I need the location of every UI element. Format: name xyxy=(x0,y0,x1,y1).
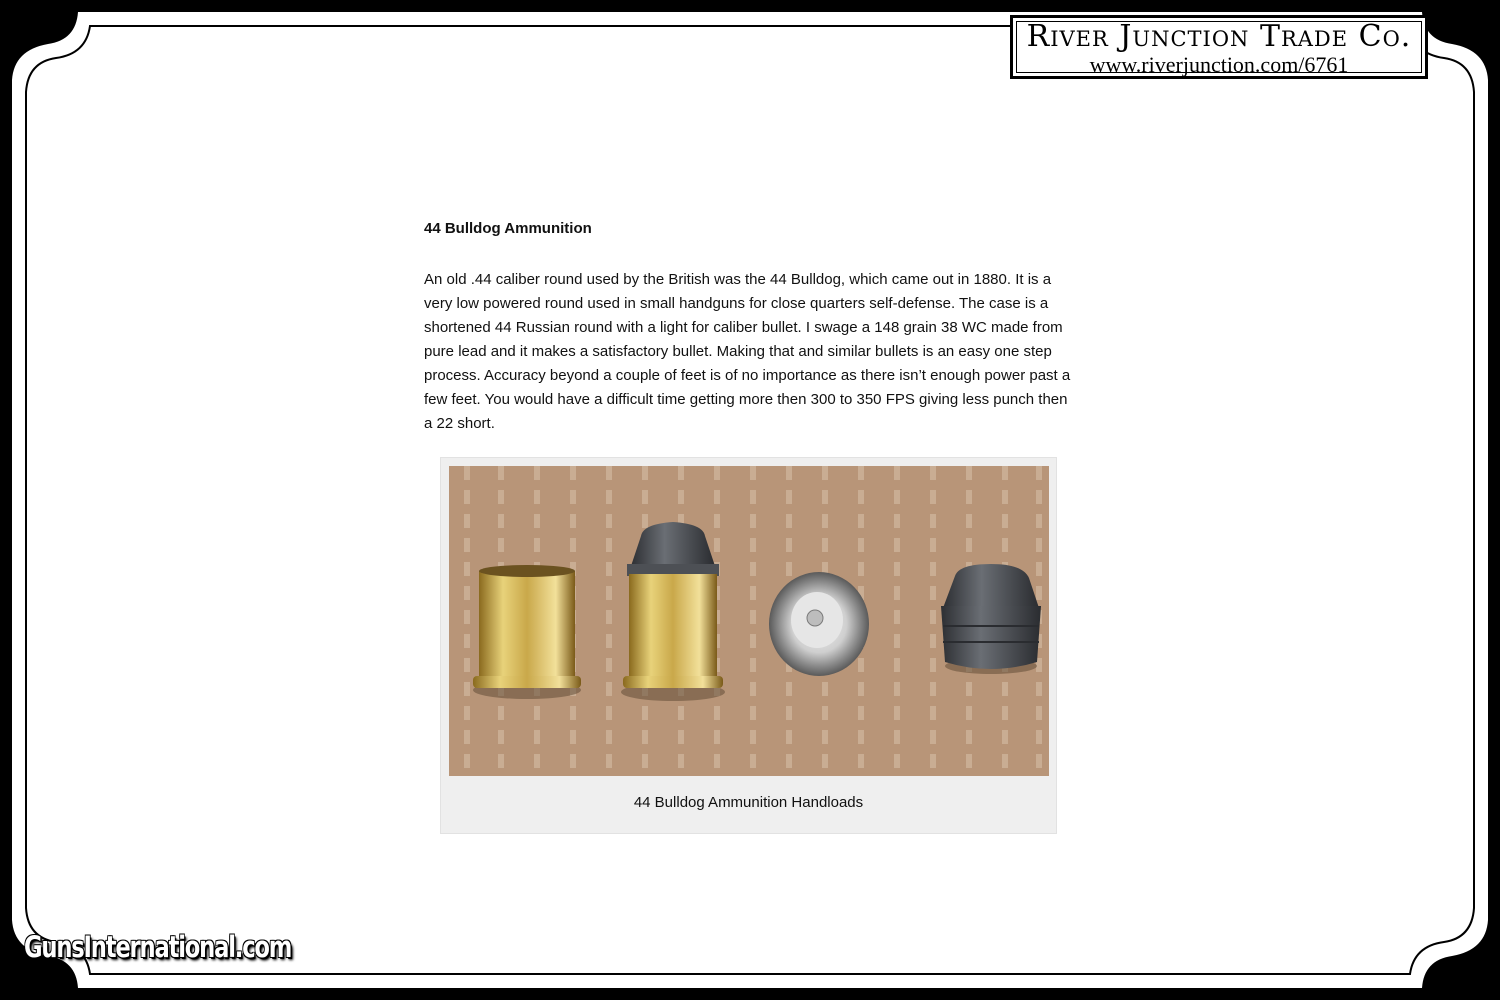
empty-brass-case xyxy=(473,565,581,699)
seller-name: River Junction Trade Co. xyxy=(1026,19,1412,54)
photo-figure xyxy=(440,457,1057,834)
article xyxy=(424,217,1076,436)
site-watermark: GunsInternational.com xyxy=(24,930,292,964)
ammunition-photo xyxy=(449,466,1049,776)
article-body: An old .44 caliber round used by the British was the 44 Bulldog, which came out in 1880. It is a very low powered round used in small handguns for close quarters self-defense. The case is a shortened 44 Russian round with a light for caliber bullet. I swage a 148 grain 38 WC made from pure lead and it makes a satisfactory bullet. Making that and similar bullets is an easy one step process. Accuracy beyond a couple of feet is of no importance as there isn’t enough power past a few feet. You would have a difficult time getting more then 300 to 350 FPS giving less punch then a 22 short. xyxy=(424,271,1071,432)
article-title: 44 Bulldog Ammunition xyxy=(424,220,592,237)
swaged-lead-bullet xyxy=(941,564,1041,674)
seller-url: www.riverjunction.com/6761 xyxy=(1089,52,1349,77)
photo-caption: 44 Bulldog Ammunition Handloads xyxy=(633,794,864,811)
case-head-primer xyxy=(769,572,869,676)
seller-banner xyxy=(1010,15,1428,79)
